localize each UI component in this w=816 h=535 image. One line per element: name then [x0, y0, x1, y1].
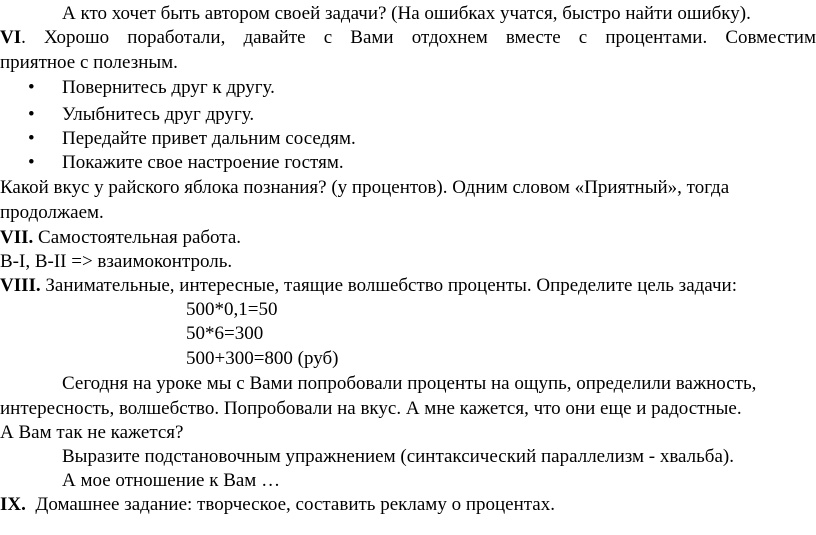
section-label: VII.: [0, 227, 34, 248]
calc-line: 500+300=800 (руб): [186, 348, 339, 369]
section-label: VI: [0, 27, 22, 48]
calc-line: 50*6=300: [186, 323, 264, 344]
bullet-icon: •: [28, 152, 35, 173]
paragraph-line: А Вам так не кажется?: [0, 422, 184, 443]
paragraph-line: интересность, волшебство. Попробовали на вкус. А мне кажется, что они еще и радостные.: [0, 398, 742, 419]
paragraph-line: Выразите подстановочным упражнением (синтаксический параллелизм - хвальба).: [62, 446, 734, 467]
paragraph-line: Сегодня на уроке мы с Вами попробовали проценты на ощупь, определили важность,: [62, 373, 757, 394]
paragraph-text: Домашнее задание: творческое, составить рекламу о процентах.: [25, 494, 555, 515]
list-item-text: Повернитесь друг к другу.: [62, 77, 275, 98]
calc-line: 500*0,1=50: [186, 299, 278, 320]
section-label: VIII.: [0, 275, 41, 296]
paragraph-line: А мое отношение к Вам …: [62, 470, 281, 491]
bullet-icon: •: [28, 128, 35, 149]
section-ix-line: [0, 493, 555, 517]
paragraph-text: . Хорошо поработали, давайте с Вами отдохнем вместе с процентами. Совместим: [21, 27, 816, 48]
paragraph-text: Занимательные, интересные, таящие волшебство проценты. Определите цель задачи:: [40, 275, 737, 296]
paragraph-line: А кто хочет быть автором своей задачи? (На ошибках учатся, быстро найти ошибку).: [62, 3, 751, 24]
paragraph-line: Какой вкус у райского яблока познания? (у процентов). Одним словом «Приятный», тогда: [0, 177, 730, 198]
list-item-text: Передайте привет дальним соседям.: [62, 128, 356, 149]
paragraph-line: В-I, В-II => взаимоконтроль.: [0, 251, 233, 272]
bullet-icon: •: [28, 104, 35, 125]
section-label: IX.: [0, 494, 26, 515]
paragraph-line: продолжаем.: [0, 202, 104, 223]
paragraph-text: Самостоятельная работа.: [33, 227, 242, 248]
list-item-text: Улыбнитесь друг другу.: [62, 104, 255, 125]
paragraph-line: приятное с полезным.: [0, 52, 178, 73]
list-item-text: Покажите свое настроение гостям.: [62, 152, 344, 173]
section-vii-line: [0, 226, 241, 250]
section-vi-line: [0, 26, 816, 50]
section-viii-line: [0, 274, 737, 298]
bullet-icon: •: [28, 77, 35, 98]
